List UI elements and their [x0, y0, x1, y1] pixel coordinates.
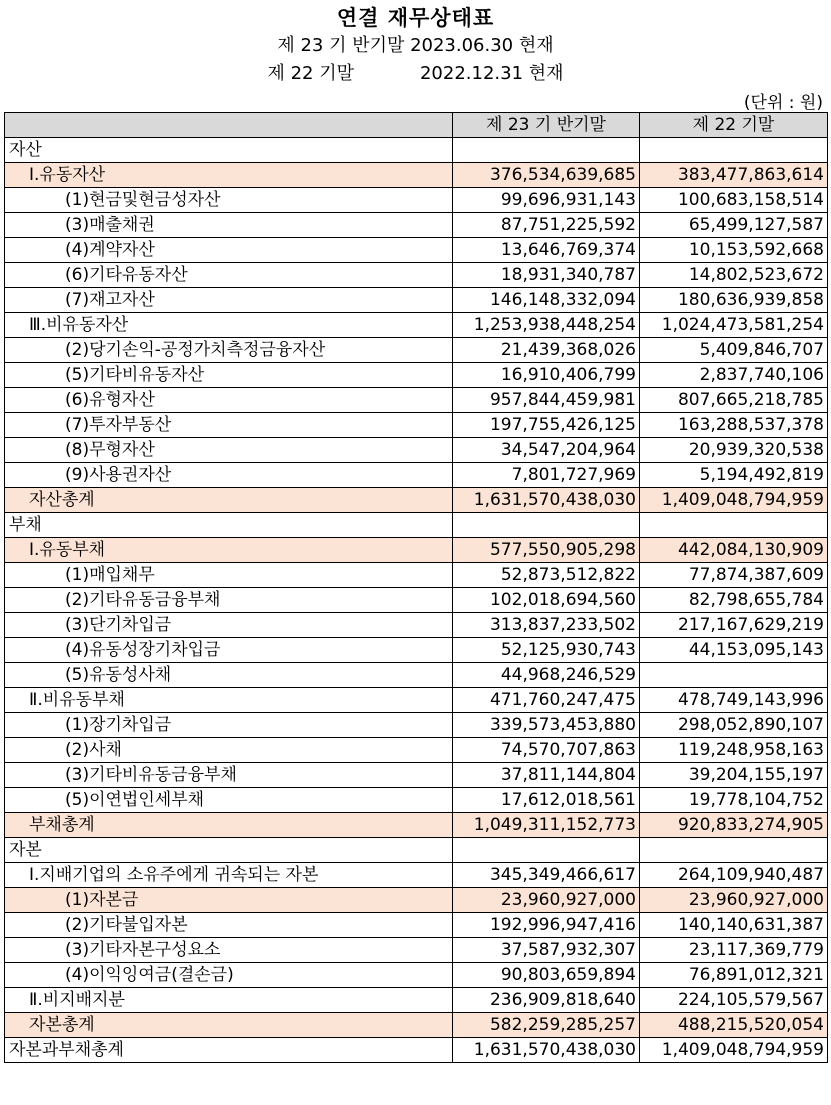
table-row	[5, 663, 828, 688]
table-row	[5, 463, 828, 488]
account-label: (7)투자부동산	[5, 413, 453, 438]
previous-period-value: 1,024,473,581,254	[640, 313, 828, 338]
current-period-value: 99,696,931,143	[453, 188, 640, 213]
table-row	[5, 313, 828, 338]
current-period-value: 16,910,406,799	[453, 363, 640, 388]
previous-period-value: 44,153,095,143	[640, 638, 828, 663]
current-period-value: 23,960,927,000	[453, 888, 640, 913]
current-period-value: 197,755,426,125	[453, 413, 640, 438]
account-label: 자본과부채총계	[5, 1038, 453, 1063]
current-period-value: 1,631,570,438,030	[453, 1038, 640, 1063]
account-label: 부채	[5, 513, 453, 538]
current-period-value	[453, 513, 640, 538]
column-header-current: 제 23 기 반기말	[453, 113, 640, 138]
current-period-value	[453, 838, 640, 863]
current-period-value: 90,803,659,894	[453, 963, 640, 988]
previous-period-value: 14,802,523,672	[640, 263, 828, 288]
current-period-value: 146,148,332,094	[453, 288, 640, 313]
table-row	[5, 263, 828, 288]
account-label: (2)기타불입자본	[5, 913, 453, 938]
account-label: 부채총계	[5, 813, 453, 838]
table-row	[5, 238, 828, 263]
previous-period-value: 10,153,592,668	[640, 238, 828, 263]
account-label: (5)이연법인세부채	[5, 788, 453, 813]
table-row	[5, 713, 828, 738]
table-row	[5, 213, 828, 238]
account-label: 자산총계	[5, 488, 453, 513]
previous-period-value	[640, 138, 828, 163]
previous-period-value: 224,105,579,567	[640, 988, 828, 1013]
table-row	[5, 288, 828, 313]
previous-period-value: 488,215,520,054	[640, 1013, 828, 1038]
current-period-value: 87,751,225,592	[453, 213, 640, 238]
previous-period-value: 1,409,048,794,959	[640, 488, 828, 513]
account-label: Ⅲ.비유동자산	[5, 313, 453, 338]
previous-period-value: 383,477,863,614	[640, 163, 828, 188]
current-period-value: 471,760,247,475	[453, 688, 640, 713]
previous-period-value: 807,665,218,785	[640, 388, 828, 413]
previous-period-value: 20,939,320,538	[640, 438, 828, 463]
account-label: Ⅰ.유동자산	[5, 163, 453, 188]
table-row	[5, 538, 828, 563]
previous-period-value: 77,874,387,609	[640, 563, 828, 588]
account-label: Ⅰ.지배기업의 소유주에게 귀속되는 자본	[5, 863, 453, 888]
account-label: (7)재고자산	[5, 288, 453, 313]
account-label: (3)매출채권	[5, 213, 453, 238]
account-label: (8)무형자산	[5, 438, 453, 463]
table-row	[5, 388, 828, 413]
account-label: 자본	[5, 838, 453, 863]
current-period-value: 17,612,018,561	[453, 788, 640, 813]
previous-period-value: 39,204,155,197	[640, 763, 828, 788]
table-row	[5, 363, 828, 388]
previous-period-value	[640, 838, 828, 863]
table-row	[5, 738, 828, 763]
current-period-value: 37,587,932,307	[453, 938, 640, 963]
unit-label: (단위 : 원)	[743, 93, 823, 113]
previous-period-value: 442,084,130,909	[640, 538, 828, 563]
previous-period-value: 119,248,958,163	[640, 738, 828, 763]
account-label: 자본총계	[5, 1013, 453, 1038]
current-period-value: 582,259,285,257	[453, 1013, 640, 1038]
period-previous-label: 제 22 기말	[267, 63, 354, 84]
previous-period-value: 19,778,104,752	[640, 788, 828, 813]
current-period-value: 18,931,340,787	[453, 263, 640, 288]
current-period-value: 1,631,570,438,030	[453, 488, 640, 513]
account-label: (9)사용권자산	[5, 463, 453, 488]
previous-period-value: 478,749,143,996	[640, 688, 828, 713]
account-label: (1)장기차입금	[5, 713, 453, 738]
current-period-value: 52,125,930,743	[453, 638, 640, 663]
table-row	[5, 163, 828, 188]
current-period-value: 1,253,938,448,254	[453, 313, 640, 338]
account-label: (1)자본금	[5, 888, 453, 913]
table-row	[5, 338, 828, 363]
current-period-value: 376,534,639,685	[453, 163, 640, 188]
previous-period-value: 5,194,492,819	[640, 463, 828, 488]
table-row	[5, 1038, 828, 1063]
current-period-value: 52,873,512,822	[453, 563, 640, 588]
current-period-value: 339,573,453,880	[453, 713, 640, 738]
previous-period-value	[640, 513, 828, 538]
table-row	[5, 513, 828, 538]
account-label: 자산	[5, 138, 453, 163]
table-row	[5, 563, 828, 588]
account-label: (2)당기손익-공정가치측정금융자산	[5, 338, 453, 363]
table-row	[5, 788, 828, 813]
statement-title: 연결 재무상태표	[336, 6, 495, 30]
previous-period-value: 23,960,927,000	[640, 888, 828, 913]
previous-period-value: 82,798,655,784	[640, 588, 828, 613]
current-period-value: 236,909,818,640	[453, 988, 640, 1013]
table-row	[5, 413, 828, 438]
previous-period-value: 2,837,740,106	[640, 363, 828, 388]
table-row	[5, 188, 828, 213]
account-label: (1)매입채무	[5, 563, 453, 588]
current-period-value: 102,018,694,560	[453, 588, 640, 613]
previous-period-value: 23,117,369,779	[640, 938, 828, 963]
account-label: Ⅰ.유동부채	[5, 538, 453, 563]
current-period-value: 21,439,368,026	[453, 338, 640, 363]
account-label: (5)유동성사채	[5, 663, 453, 688]
previous-period-value: 140,140,631,387	[640, 913, 828, 938]
current-period-value: 577,550,905,298	[453, 538, 640, 563]
table-row	[5, 888, 828, 913]
previous-period-value: 264,109,940,487	[640, 863, 828, 888]
table-row	[5, 838, 828, 863]
current-period-value: 37,811,144,804	[453, 763, 640, 788]
table-row	[5, 988, 828, 1013]
current-period-value: 13,646,769,374	[453, 238, 640, 263]
column-header-account	[5, 113, 453, 138]
table-header-row	[5, 113, 828, 138]
current-period-value: 957,844,459,981	[453, 388, 640, 413]
table-row	[5, 438, 828, 463]
current-period-value: 74,570,707,863	[453, 738, 640, 763]
table-row	[5, 863, 828, 888]
current-period-value: 192,996,947,416	[453, 913, 640, 938]
previous-period-value: 217,167,629,219	[640, 613, 828, 638]
account-label: (1)현금및현금성자산	[5, 188, 453, 213]
previous-period-value: 5,409,846,707	[640, 338, 828, 363]
table-row	[5, 588, 828, 613]
account-label: (2)기타유동금융부채	[5, 588, 453, 613]
account-label: (5)기타비유동자산	[5, 363, 453, 388]
table-row	[5, 138, 828, 163]
table-row	[5, 813, 828, 838]
previous-period-value: 920,833,274,905	[640, 813, 828, 838]
previous-period-value	[640, 663, 828, 688]
previous-period-value: 298,052,890,107	[640, 713, 828, 738]
current-period-value: 7,801,727,969	[453, 463, 640, 488]
table-row	[5, 688, 828, 713]
column-header-previous: 제 22 기말	[640, 113, 828, 138]
previous-period-value: 163,288,537,378	[640, 413, 828, 438]
account-label: (3)단기차입금	[5, 613, 453, 638]
account-label: Ⅱ.비유동부채	[5, 688, 453, 713]
period-previous	[0, 59, 831, 85]
table-row	[5, 638, 828, 663]
table-row	[5, 613, 828, 638]
table-row	[5, 963, 828, 988]
account-label: (6)유형자산	[5, 388, 453, 413]
previous-period-value: 65,499,127,587	[640, 213, 828, 238]
table-row	[5, 763, 828, 788]
table-row	[5, 1013, 828, 1038]
account-label: Ⅱ.비지배지분	[5, 988, 453, 1013]
previous-period-value: 100,683,158,514	[640, 188, 828, 213]
period-current: 제 23 기 반기말 2023.06.30 현재	[277, 35, 554, 56]
current-period-value: 34,547,204,964	[453, 438, 640, 463]
current-period-value: 1,049,311,152,773	[453, 813, 640, 838]
balance-sheet-table	[4, 112, 828, 1063]
account-label: (4)유동성장기차입금	[5, 638, 453, 663]
table-row	[5, 938, 828, 963]
account-label: (4)이익잉여금(결손금)	[5, 963, 453, 988]
previous-period-value: 76,891,012,321	[640, 963, 828, 988]
period-previous-date: 2022.12.31 현재	[419, 63, 564, 84]
current-period-value	[453, 138, 640, 163]
previous-period-value: 180,636,939,858	[640, 288, 828, 313]
current-period-value: 44,968,246,529	[453, 663, 640, 688]
account-label: (3)기타자본구성요소	[5, 938, 453, 963]
previous-period-value: 1,409,048,794,959	[640, 1038, 828, 1063]
table-row	[5, 913, 828, 938]
account-label: (4)계약자산	[5, 238, 453, 263]
account-label: (6)기타유동자산	[5, 263, 453, 288]
account-label: (3)기타비유동금융부채	[5, 763, 453, 788]
current-period-value: 345,349,466,617	[453, 863, 640, 888]
account-label: (2)사채	[5, 738, 453, 763]
current-period-value: 313,837,233,502	[453, 613, 640, 638]
table-row	[5, 488, 828, 513]
